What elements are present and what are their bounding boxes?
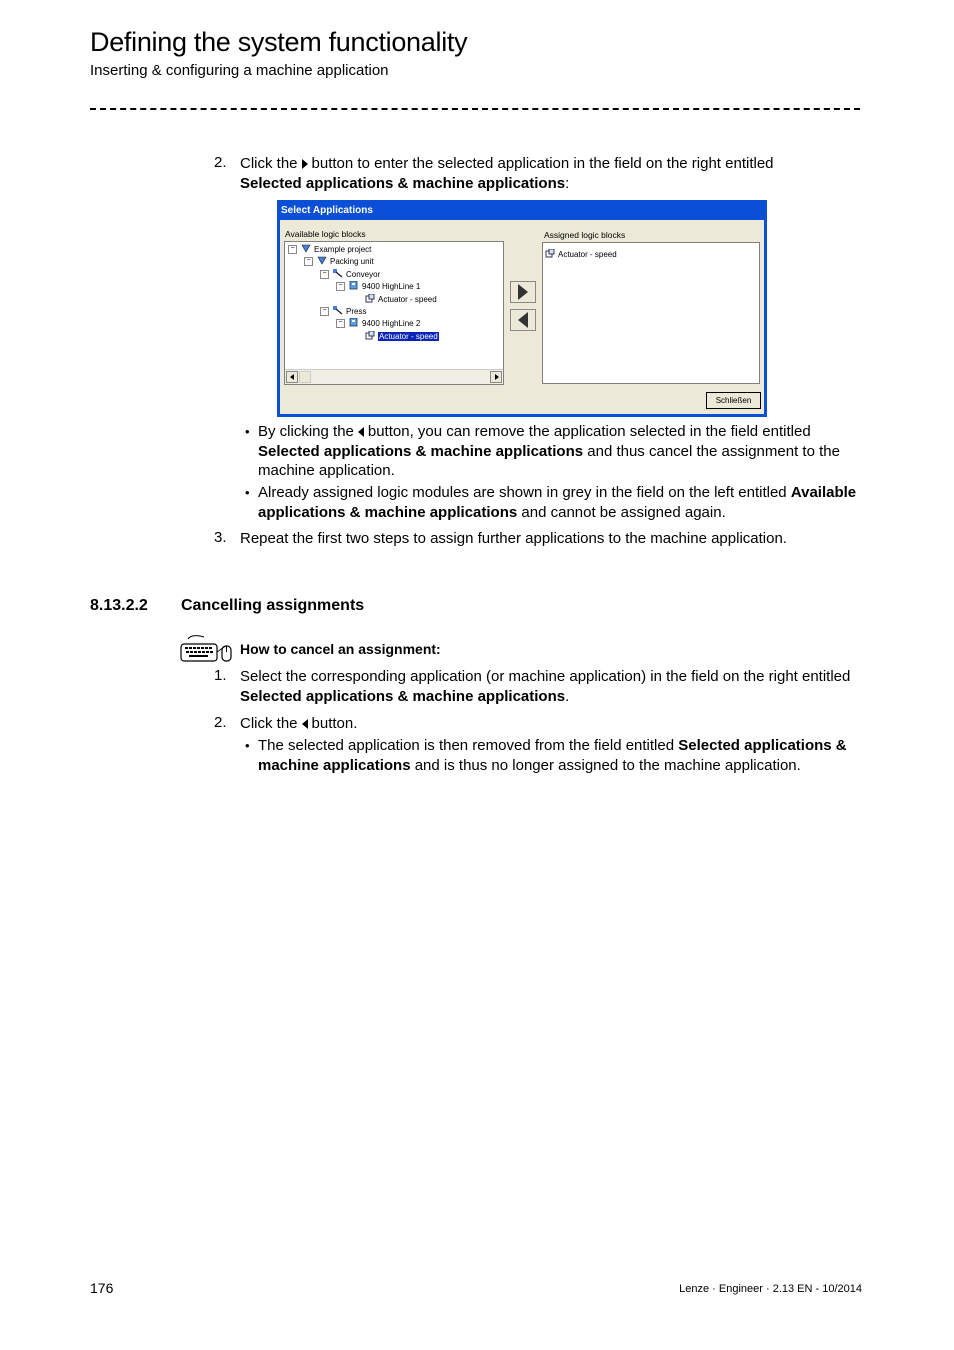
- device-icon: [349, 318, 359, 327]
- scroll-thumb[interactable]: [299, 371, 311, 383]
- left-arrow-icon: [358, 427, 364, 437]
- header-divider: [90, 108, 860, 110]
- tree-item-label: Press: [346, 307, 367, 316]
- list-item[interactable]: Actuator - speed: [545, 249, 617, 260]
- bullet-marker: •: [245, 424, 250, 439]
- right-arrow-icon: [302, 159, 308, 169]
- unassign-button[interactable]: [510, 309, 536, 331]
- device-icon: [349, 281, 359, 290]
- tree-item[interactable]: [365, 331, 439, 342]
- project-icon: [301, 244, 311, 253]
- step-number: 3.: [214, 529, 227, 546]
- scroll-left-button[interactable]: [286, 371, 298, 383]
- page-title: Defining the system functionality: [90, 27, 468, 57]
- tree-item-label: 9400 HighLine 2: [362, 319, 421, 329]
- collapse-toggle[interactable]: −: [336, 319, 345, 328]
- tree-item-label: Conveyor: [346, 269, 381, 279]
- tree-item-label: 9400 HighLine 1: [362, 282, 421, 292]
- scroll-right-icon: [495, 374, 499, 380]
- module-icon: [333, 269, 343, 278]
- page-subtitle: Inserting & configuring a machine application: [90, 62, 389, 79]
- module-icon: [333, 306, 343, 315]
- howto-label: How to cancel an assignment:: [240, 641, 441, 657]
- horizontal-scrollbar[interactable]: [285, 369, 503, 384]
- bullet-marker: •: [245, 485, 250, 500]
- cancel-bullet-text: The selected application is then removed from the field entitled Selected applications & machine applications and is thus no longer assigned to the machine application.: [258, 737, 847, 774]
- tree-item-label: Packing unit: [330, 257, 374, 267]
- tree-item[interactable]: [333, 269, 380, 280]
- tree-item[interactable]: [349, 281, 420, 292]
- bullet-marker: •: [245, 738, 250, 753]
- select-applications-dialog: [277, 200, 767, 417]
- bullet-grey-text: Already assigned logic modules are shown in grey in the field on the left entitled Available applications & machine applications and cannot be assigned again.: [258, 484, 857, 521]
- page-number: 176: [90, 1280, 114, 1296]
- collapse-toggle[interactable]: −: [320, 270, 329, 279]
- logic-block-icon: [545, 249, 555, 258]
- section-heading: [90, 597, 364, 615]
- step-number: 1.: [214, 667, 227, 684]
- scroll-left-icon: [290, 374, 294, 380]
- tree-item[interactable]: [317, 256, 374, 267]
- right-arrow-icon: [518, 284, 528, 300]
- tree-item[interactable]: [333, 306, 366, 317]
- collapse-toggle[interactable]: −: [336, 282, 345, 291]
- left-arrow-icon: [518, 312, 528, 328]
- available-label: Available logic blocks: [285, 229, 366, 239]
- assigned-label: Assigned logic blocks: [544, 230, 626, 240]
- collapse-toggle[interactable]: −: [304, 257, 313, 266]
- logic-block-icon: [365, 294, 375, 303]
- cancel-step-1-text: Select the corresponding application (or machine application) in the field on the right entitled Selected applications & machine applications.: [240, 668, 851, 705]
- project-icon: [317, 256, 327, 265]
- close-button[interactable]: Schließen: [706, 392, 761, 409]
- step-2-text: Click the button to enter the selected application in the field on the right entitled Selected applications & machine applications:: [240, 155, 774, 192]
- tree-item[interactable]: [349, 318, 420, 329]
- section-title: Cancelling assignments: [181, 597, 365, 614]
- assign-button[interactable]: [510, 281, 536, 303]
- tree-item-label: Actuator - speed: [379, 331, 438, 341]
- collapse-toggle[interactable]: −: [288, 245, 297, 254]
- tree-item[interactable]: [365, 294, 437, 305]
- cancel-step-2-text: Click the button.: [240, 715, 358, 732]
- dialog-body: [280, 220, 764, 414]
- scroll-right-button[interactable]: [490, 371, 502, 383]
- step-number: 2.: [214, 714, 227, 731]
- left-arrow-icon: [302, 719, 308, 729]
- section-number: 8.13.2.2: [90, 597, 148, 614]
- bullet-remove-text: By clicking the button, you can remove the application selected in the field entitled Selected applications & machine applications and thus cancel the assignment to the machine application.: [258, 423, 840, 479]
- step-number: 2.: [214, 154, 227, 171]
- dialog-title: Select Applications: [281, 205, 373, 216]
- keyboard-mouse-icon: [180, 634, 234, 664]
- tree-item-label: Actuator - speed: [378, 294, 437, 304]
- tree-item[interactable]: [301, 244, 371, 255]
- assigned-list[interactable]: [542, 242, 760, 384]
- logic-block-icon: [365, 331, 375, 340]
- available-tree[interactable]: [284, 241, 504, 385]
- collapse-toggle[interactable]: −: [320, 307, 329, 316]
- footer-info: Lenze · Engineer · 2.13 EN - 10/2014: [679, 1283, 862, 1295]
- step-3-text: Repeat the first two steps to assign further applications to the machine application.: [240, 530, 787, 547]
- tree-item-label: Example project: [314, 245, 372, 254]
